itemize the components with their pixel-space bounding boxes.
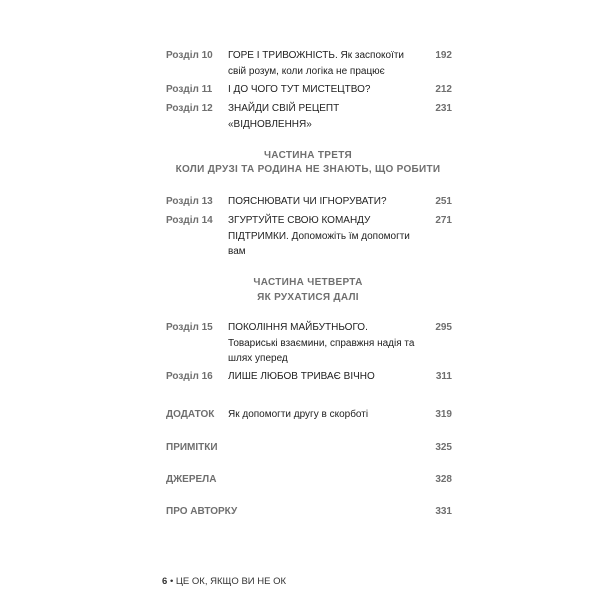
footer-page-number: 6: [162, 576, 168, 587]
page-number: 325: [435, 442, 452, 453]
page-number: 295: [435, 322, 452, 333]
part-four-heading: ЧАСТИНА ЧЕТВЕРТА: [253, 277, 363, 288]
chapter-label: Розділ 11: [166, 84, 213, 95]
part-three-subtitle: КОЛИ ДРУЗІ ТА РОДИНА НЕ ЗНАЮТЬ, ЩО РОБИТИ: [175, 164, 441, 175]
page-number: 271: [435, 215, 452, 226]
chapter-title: ЛИШЕ ЛЮБОВ ТРИВАЄ ВІЧНО: [228, 371, 375, 382]
sources-label: ДЖЕРЕЛА: [166, 474, 217, 485]
chapter-title: І ДО ЧОГО ТУТ МИСТЕЦТВО?: [228, 84, 371, 95]
page-number: 192: [435, 50, 452, 61]
part-three-heading: ЧАСТИНА ТРЕТЯ: [263, 150, 352, 161]
page-number: 212: [435, 84, 452, 95]
running-title: ЦЕ ОК, ЯКЩО ВИ НЕ ОК: [175, 576, 287, 587]
bullet-separator: •: [169, 576, 174, 587]
page-number: 328: [435, 474, 452, 485]
page-number: 331: [435, 506, 452, 517]
chapter-label: Розділ 13: [166, 196, 213, 207]
running-footer: [162, 576, 286, 587]
notes-label: ПРИМІТКИ: [166, 442, 218, 453]
page-number: 251: [435, 196, 452, 207]
page-number: 231: [435, 103, 452, 114]
about-author-label: ПРО АВТОРКУ: [166, 506, 238, 517]
page-number: 319: [435, 409, 452, 420]
page-number: 311: [435, 371, 452, 382]
chapter-label: Розділ 15: [166, 322, 213, 333]
chapter-label: Розділ 12: [166, 103, 213, 114]
chapter-title: ЗНАЙДИ СВІЙ РЕЦЕПТ «ВІДНОВЛЕННЯ»: [228, 103, 340, 130]
chapter-title: ПОКОЛІННЯ МАЙБУТНЬОГО. Товариські взаємини, справжня надія та шлях уперед: [228, 322, 415, 364]
appendix-label: ДОДАТОК: [166, 409, 215, 420]
chapter-title: ПОЯСНЮВАТИ ЧИ ІГНОРУВАТИ?: [228, 196, 387, 207]
chapter-label: Розділ 16: [166, 371, 213, 382]
chapter-label: Розділ 14: [166, 215, 213, 226]
chapter-title: ЗГУРТУЙТЕ СВОЮ КОМАНДУ ПІДТРИМКИ. Допоможіть їм допомогти вам: [228, 215, 410, 257]
chapter-title: ГОРЕ І ТРИВОЖНІСТЬ. Як заспокоїти свій розум, коли логіка не працює: [228, 50, 405, 77]
part-four-subtitle: ЯК РУХАТИСЯ ДАЛІ: [257, 292, 359, 303]
appendix-title: Як допомогти другу в скорботі: [228, 409, 369, 420]
chapter-label: Розділ 10: [166, 50, 213, 61]
